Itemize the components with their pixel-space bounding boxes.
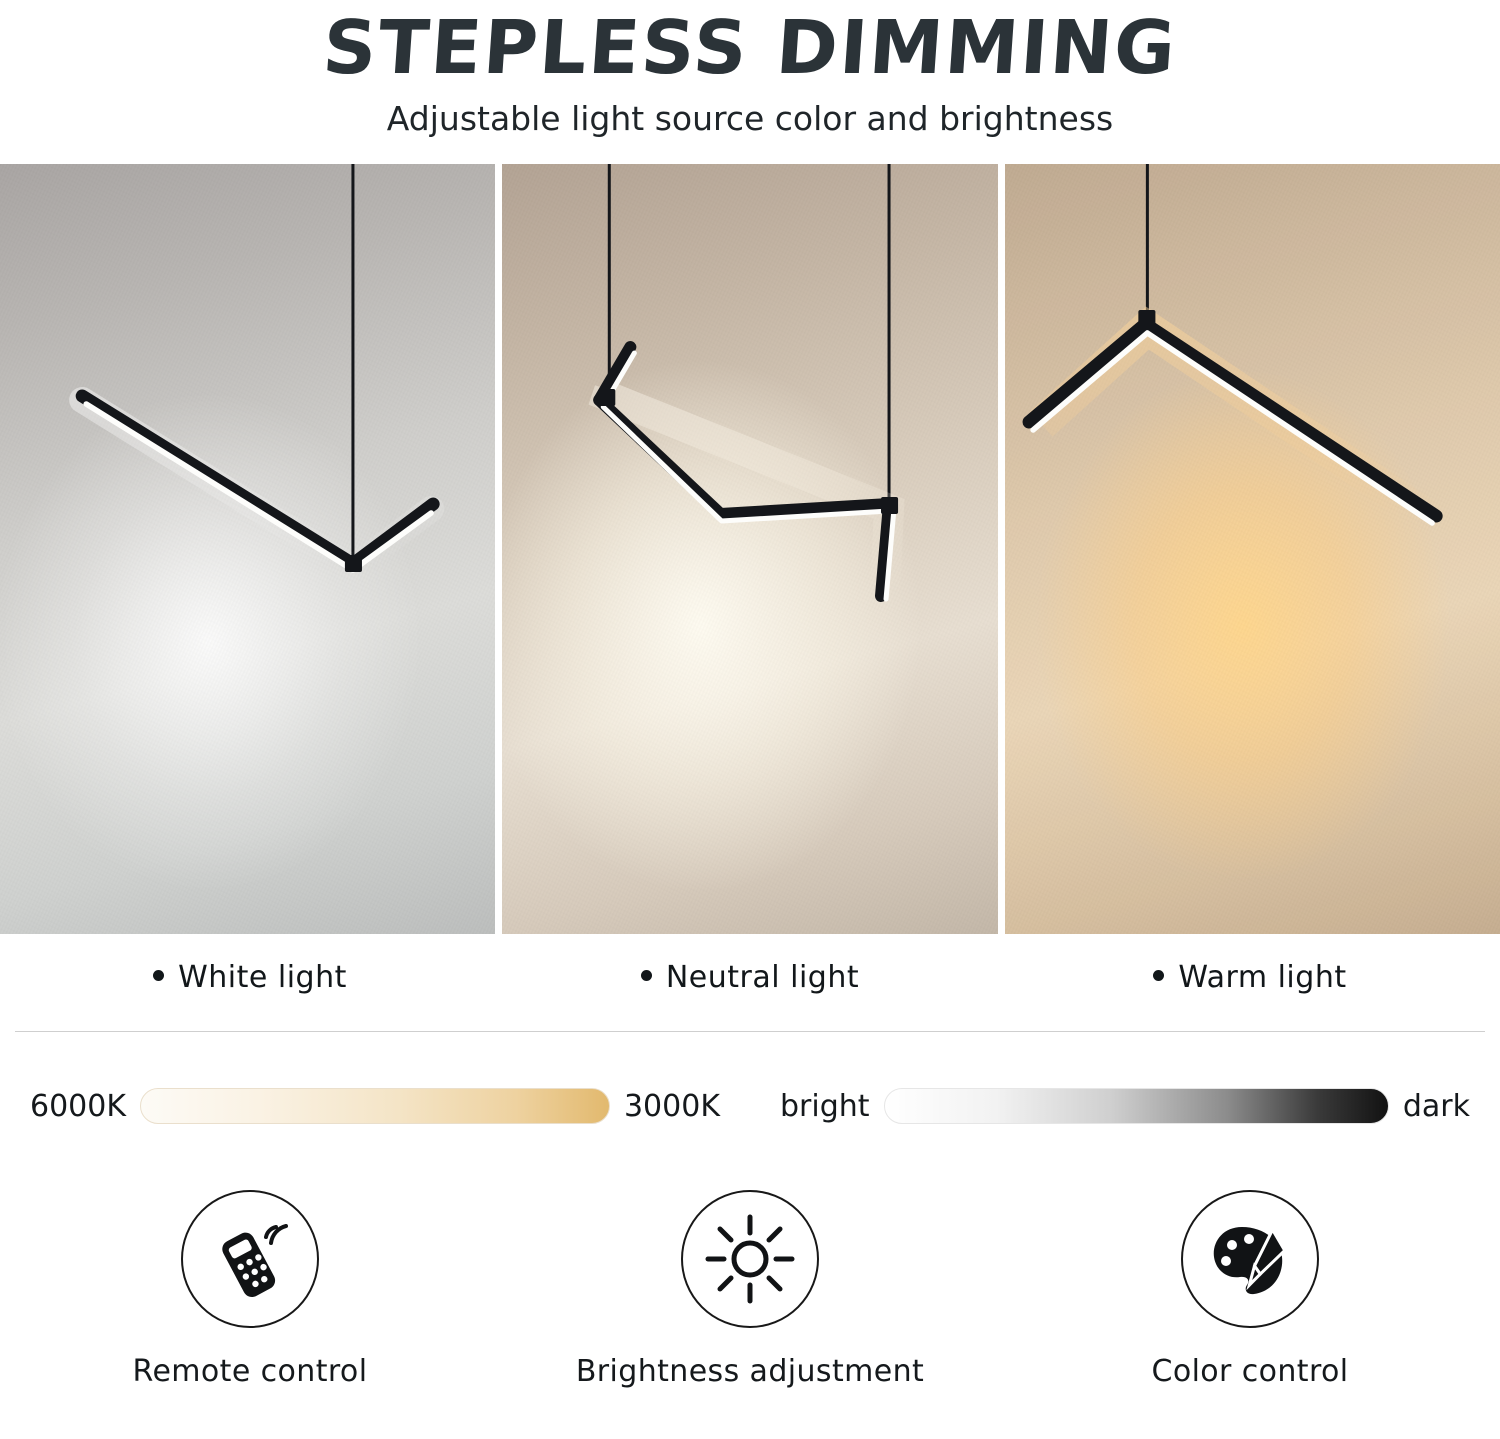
color-control-circle: [1181, 1190, 1319, 1328]
gradient-bars: [0, 1088, 1500, 1124]
caption-label: Neutral light: [665, 960, 860, 995]
warm-light-photo: [1005, 164, 1500, 934]
palette-brush-icon: [1202, 1211, 1298, 1307]
pendant-lamp-neutral: [502, 164, 997, 934]
pendant-lamp-white: [0, 164, 495, 934]
feature-brightness-adjustment: [500, 1190, 1000, 1389]
bullet-dot-icon: [641, 970, 652, 981]
page-subtitle: Adjustable light source color and brightness: [386, 99, 1114, 138]
pendant-lamp-warm: [1005, 164, 1500, 934]
remote-control-circle: [181, 1190, 319, 1328]
photo-captions: [0, 960, 1500, 995]
feature-remote-control: [0, 1190, 500, 1389]
photo-strip: [0, 164, 1500, 934]
brightness-left-label: bright: [780, 1088, 870, 1124]
feature-color-control: [1000, 1190, 1500, 1389]
brightness-bar: [750, 1088, 1500, 1124]
neutral-light-photo: [502, 164, 997, 934]
white-light-photo: [0, 164, 495, 934]
feature-label: Brightness adjustment: [575, 1354, 925, 1389]
brightness-gradient-track[interactable]: [884, 1088, 1389, 1124]
caption-label: White light: [178, 960, 347, 995]
temp-right-label: 3000K: [623, 1088, 720, 1124]
temp-gradient-track[interactable]: [140, 1088, 610, 1124]
feature-label: Remote control: [132, 1354, 368, 1389]
feature-list: [0, 1190, 1500, 1389]
brightness-right-label: dark: [1402, 1088, 1470, 1124]
temp-left-label: 6000K: [30, 1088, 127, 1124]
bullet-dot-icon: [153, 970, 164, 981]
brightness-circle: [681, 1190, 819, 1328]
caption-neutral-light: [500, 960, 1000, 995]
header: [0, 0, 1500, 142]
caption-white-light: [0, 960, 500, 995]
sun-brightness-icon: [702, 1211, 798, 1307]
page-title: STEPLESS DIMMING: [320, 5, 1180, 91]
section-divider: [15, 1031, 1485, 1032]
caption-warm-light: [1000, 960, 1500, 995]
remote-control-icon: [204, 1213, 296, 1305]
feature-label: Color control: [1151, 1354, 1349, 1389]
color-temperature-bar: [0, 1088, 750, 1124]
bullet-dot-icon: [1153, 970, 1164, 981]
caption-label: Warm light: [1178, 960, 1347, 995]
